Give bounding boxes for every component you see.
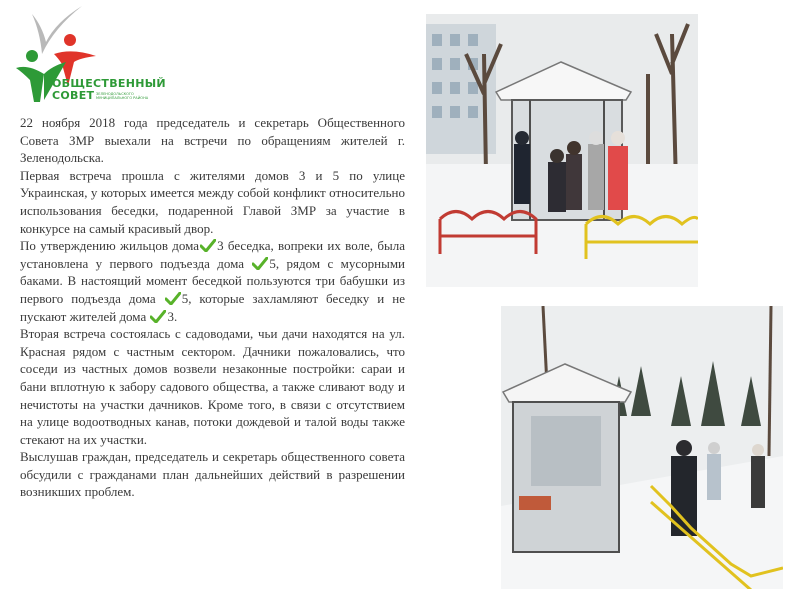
checkmark-icon [165, 292, 181, 305]
dispute-text-c: 5, рядом с мусорными баками. В настоящий момент беседкой пользуются три бабушки из первого подъезда дома [20, 255, 406, 306]
paragraph-second-meeting: Вторая встреча состоялась с садоводами, чьи дачи находятся на ул. Красная рядом с частным сектором. Дачники пожаловались, что соседи из частных домов возвели незаконные постройки: сараи и бани вплотную к забору садового общества, а также сливают воду и нечистоты на участки дачников. Кроме того, в связи с отсутствием на улице водоотводных канав, потоки дождевой и талой воды также стекают на их участки. [20, 326, 405, 447]
logo-line-1: ОБЩЕСТВЕННЫЙ [52, 77, 166, 90]
dispute-text-b: 3 беседка, вопреки их воле, была установлена у первого подъезда дома [20, 238, 405, 271]
gazebo-residents-photo [426, 14, 698, 287]
checkmark-icon [200, 239, 216, 252]
checkmark-icon [150, 310, 166, 323]
logo-line-2: СОВЕТ [52, 89, 95, 102]
dispute-text-a: По утверждению жильцов дома [20, 238, 200, 254]
paragraph-first-meeting: Первая встреча прошла с жителями домов 3 и 5 по улице Украинская, у которых имеется между собой конфликт относительно использования беседки, подаренной Главой ЗМР за участие в конкурсе на самый красивый двор. [20, 167, 405, 236]
paragraph-conclusion: Выслушав граждан, председатель и секретарь общественного совета обсудили с гражданами план дальнейших действий в разрешении возникших проблем. [20, 449, 405, 500]
dispute-text-d: 5, которые захламляют беседку и не пускают жителей дома [20, 290, 405, 324]
photo-scene [501, 306, 783, 589]
paragraph-dispute [20, 237, 405, 325]
gazebo-gardeners-photo [501, 306, 783, 589]
paragraph-intro: 22 ноября 2018 года председатель и секретарь Общественного Совета ЗМР выехали на встречи по обращениям жителей г. Зеленодольска. [20, 115, 405, 166]
dispute-text-e: 3. [167, 308, 178, 324]
photo-scene [426, 14, 698, 287]
article-body [20, 114, 405, 501]
council-logo [10, 2, 166, 112]
checkmark-icon [252, 257, 268, 270]
logo-subtitle: ЗЕЛЕНОДОЛЬСКОГО МУНИЦИПАЛЬНОГО РАЙОНА [96, 92, 149, 100]
